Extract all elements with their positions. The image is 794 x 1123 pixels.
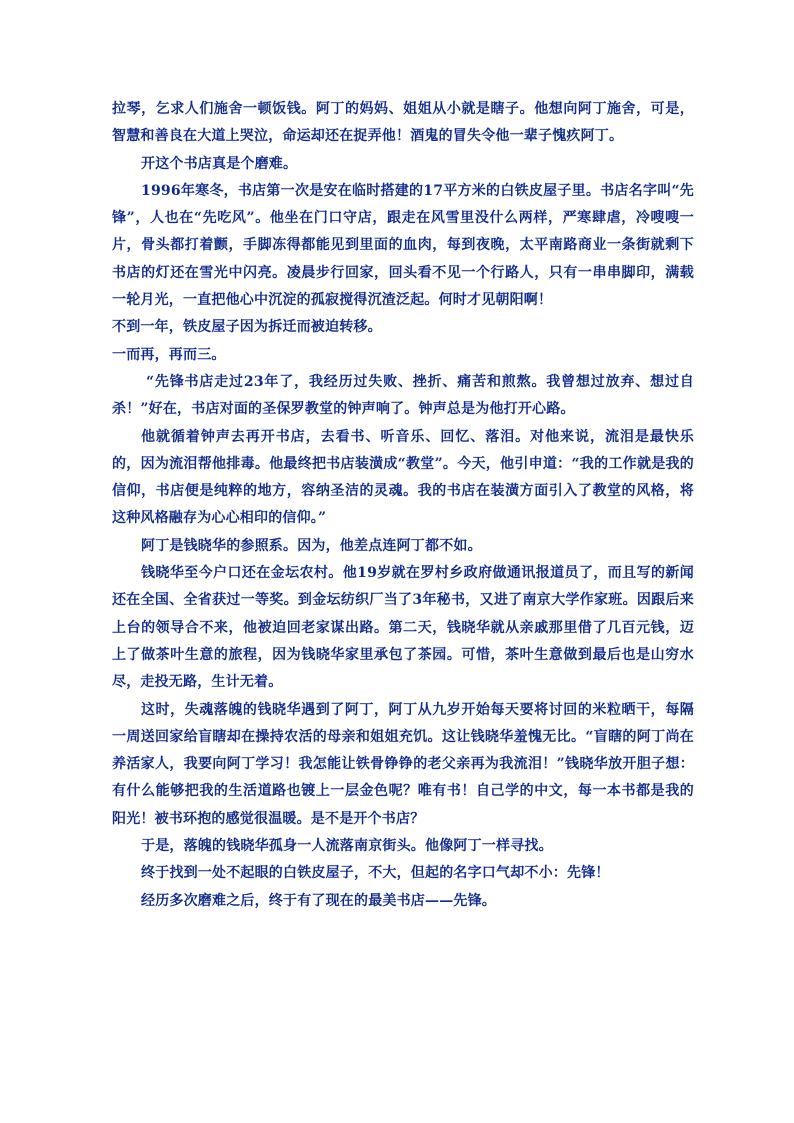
paragraph-1: 拉琴，乞求人们施舍一顿饭钱。阿丁的妈妈、姐姐从小就是瞎子。他想向阿丁施舍，可是，智慧和善良在大道上哭泣，命运却还在捉弄他！酒鬼的冒失令他一辈子愧疚阿丁。 [112,101,694,145]
paragraph-4: 不到一年，铁皮屋子因为拆迁而被迫转移。 [112,319,382,336]
paragraph-7: 他就循着钟声去再开书店，去看书、听音乐、回忆、落泪。对他来说，流泪是最快乐的，因为流泪帮他排毒。他最终把书店装潢成“教堂”。今天，他引申道：“我的工作就是我的信仰，书店便是纯粹的地方，容纳圣洁的灵魂。我的书店在装潢方面引入了教堂的风格，将这种风格融存为心心相印的信仰。” [112,428,694,527]
paragraph-11: 于是，落魄的钱晓华孤身一人流落南京街头。他像阿丁一样寻找。 [141,838,553,855]
paragraph-10: 这时，失魂落魄的钱晓华遇到了阿丁，阿丁从九岁开始每天要将讨回的米粒晒干，每隔一周送回家给盲瞎却在操持农活的母亲和姐姐充饥。这让钱晓华羞愧无比。“盲瞎的阿丁尚在养活家人，我要向阿丁学习！我怎能让铁骨铮铮的老父亲再为我流泪！”钱晓华放开胆子想：有什么能够把我的生活道路也镀上一层金色呢？唯有书！自己学的中文，每一本书都是我的阳光！被书环抱的感觉很温暖。是不是开个书店？ [112,701,694,827]
paragraph-12: 终于找到一处不起眼的白铁皮屋子，不大，但起的名字口气却不小：先锋！ [141,865,610,882]
paragraph-13: 经历多次磨难之后，终于有了现在的最美书店——先锋。 [141,892,496,909]
paragraph-8: 阿丁是钱晓华的参照系。因为，他差点连阿丁都不如。 [141,537,482,554]
paragraph-3: 1996年寒冬，书店第一次是安在临时搭建的17平方米的白铁皮屋子里。书店名字叫“先锋”，人也在“先吃风”。他坐在门口守店，跟走在风雪里没什么两样，严寒肆虐，冷嗖嗖一片，骨头都打着颤，手脚冻得都能见到里面的血肉，每到夜晚，太平南路商业一条街就剩下书店的灯还在雪光中闪亮。凌晨步行回家，回头看不见一个行路人，只有一串串脚印，满载一轮月光，一直把他心中沉淀的孤寂搅得沉渣泛起。何时才见朝阳啊！ [112,182,694,309]
paragraph-9: 钱晓华至今户口还在金坛农村。他19岁就在罗村乡政府做通讯报道员了，而且写的新闻还在全国、全省获过一等奖。到金坛纺织厂当了3年秘书，又进了南京大学作家班。因跟后来上台的领导合不来，他被迫回老家谋出路。第二天，钱晓华就从亲戚那里借了几百元钱，迈上了做茶叶生意的旅程，因为钱晓华家里承包了茶园。可惜，茶叶生意做到最后也是山穷水尽，走投无路，生计无着。 [112,565,694,691]
paragraph-5: 一而再，再而三。 [112,346,226,363]
paragraph-2: 开这个书店真是个磨难。 [141,155,298,172]
paragraph-6: “先锋书店走过23年了，我经历过失败、挫折、痛苦和煎熬。我曾想过放弃、想过自杀！”好在，书店对面的圣保罗教堂的钟声响了。钟声总是为他打开心路。 [112,373,694,418]
article-body [112,96,694,915]
